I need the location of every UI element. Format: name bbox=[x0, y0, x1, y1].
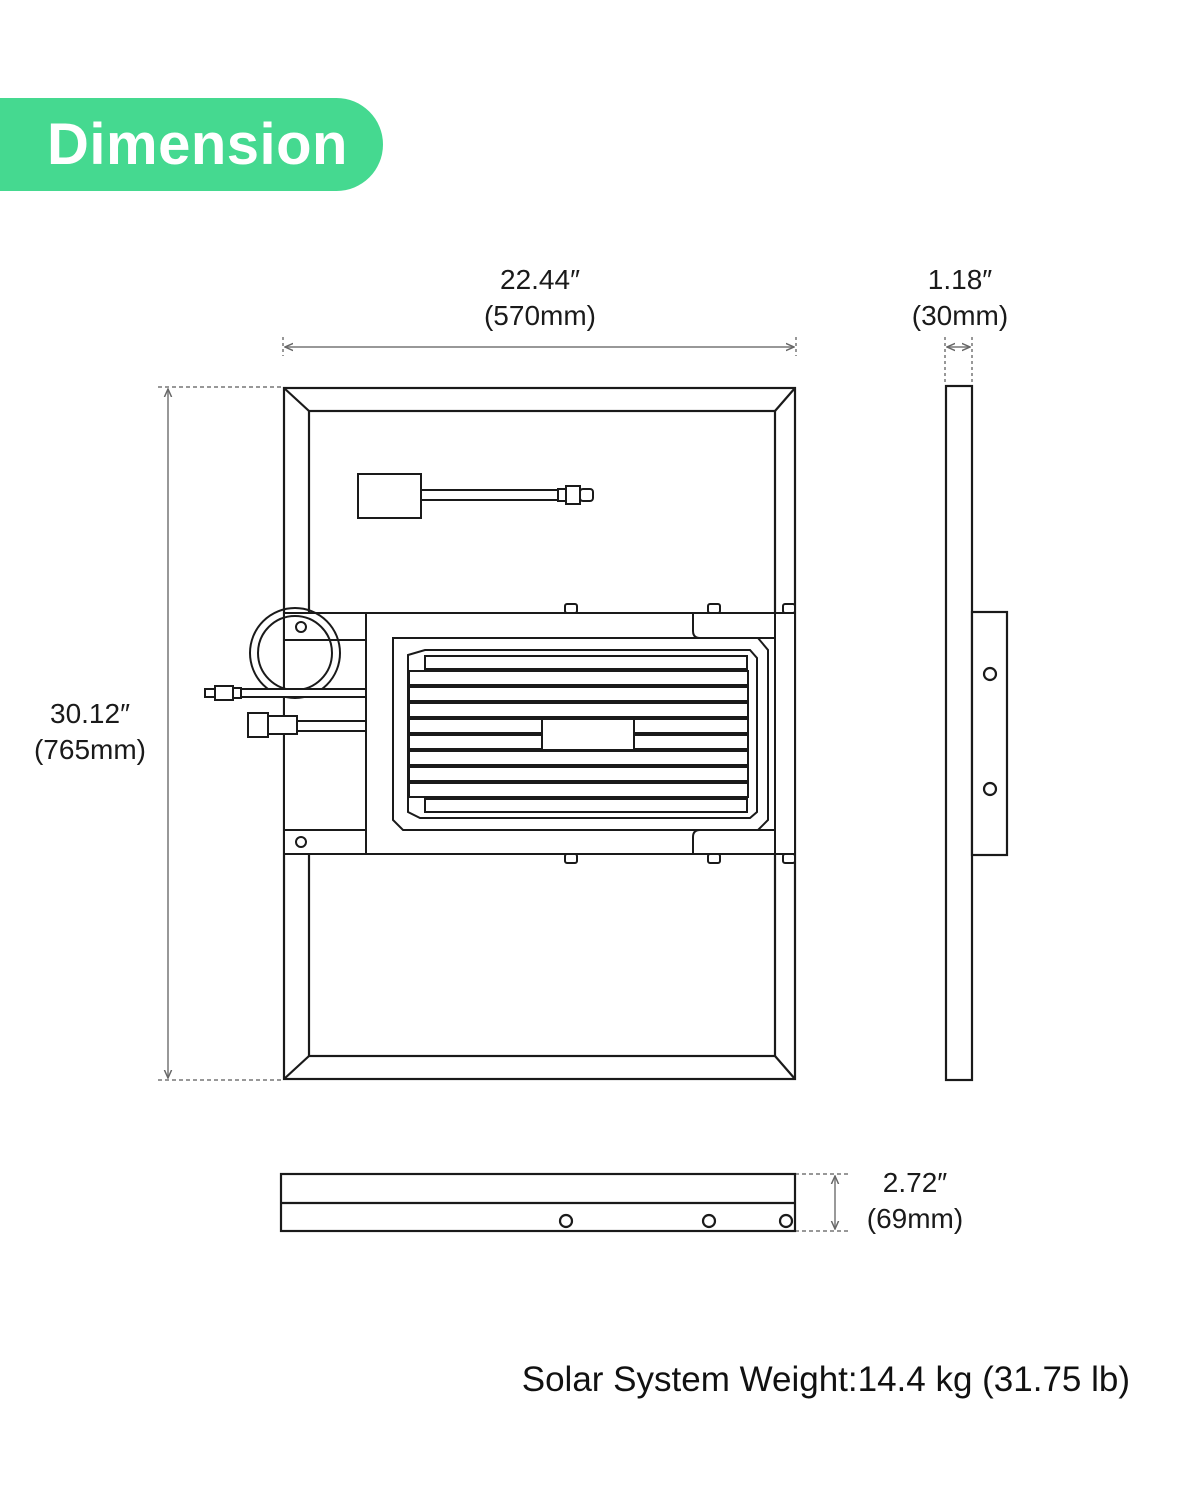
depth-inches: 2.72″ bbox=[882, 1167, 948, 1198]
thickness-mm: (30mm) bbox=[911, 300, 1009, 331]
mounting-plate bbox=[393, 638, 768, 830]
thickness-dimension-line bbox=[945, 337, 972, 385]
width-inches: 22.44″ bbox=[500, 264, 580, 295]
width-mm: (570mm) bbox=[483, 300, 596, 331]
depth-mm: (69mm) bbox=[866, 1203, 964, 1234]
panel-bottom-view bbox=[281, 1174, 795, 1231]
page-title: Dimension bbox=[47, 111, 348, 177]
panel-side-view bbox=[946, 386, 1007, 1080]
thickness-inches: 1.18″ bbox=[927, 264, 993, 295]
width-dimension-line bbox=[283, 337, 796, 356]
system-weight-text: Solar System Weight:14.4 kg (31.75 lb) bbox=[521, 1360, 1130, 1399]
height-mm: (765mm) bbox=[33, 734, 146, 765]
height-inches: 30.12″ bbox=[50, 698, 130, 729]
depth-dimension-line bbox=[788, 1174, 848, 1231]
